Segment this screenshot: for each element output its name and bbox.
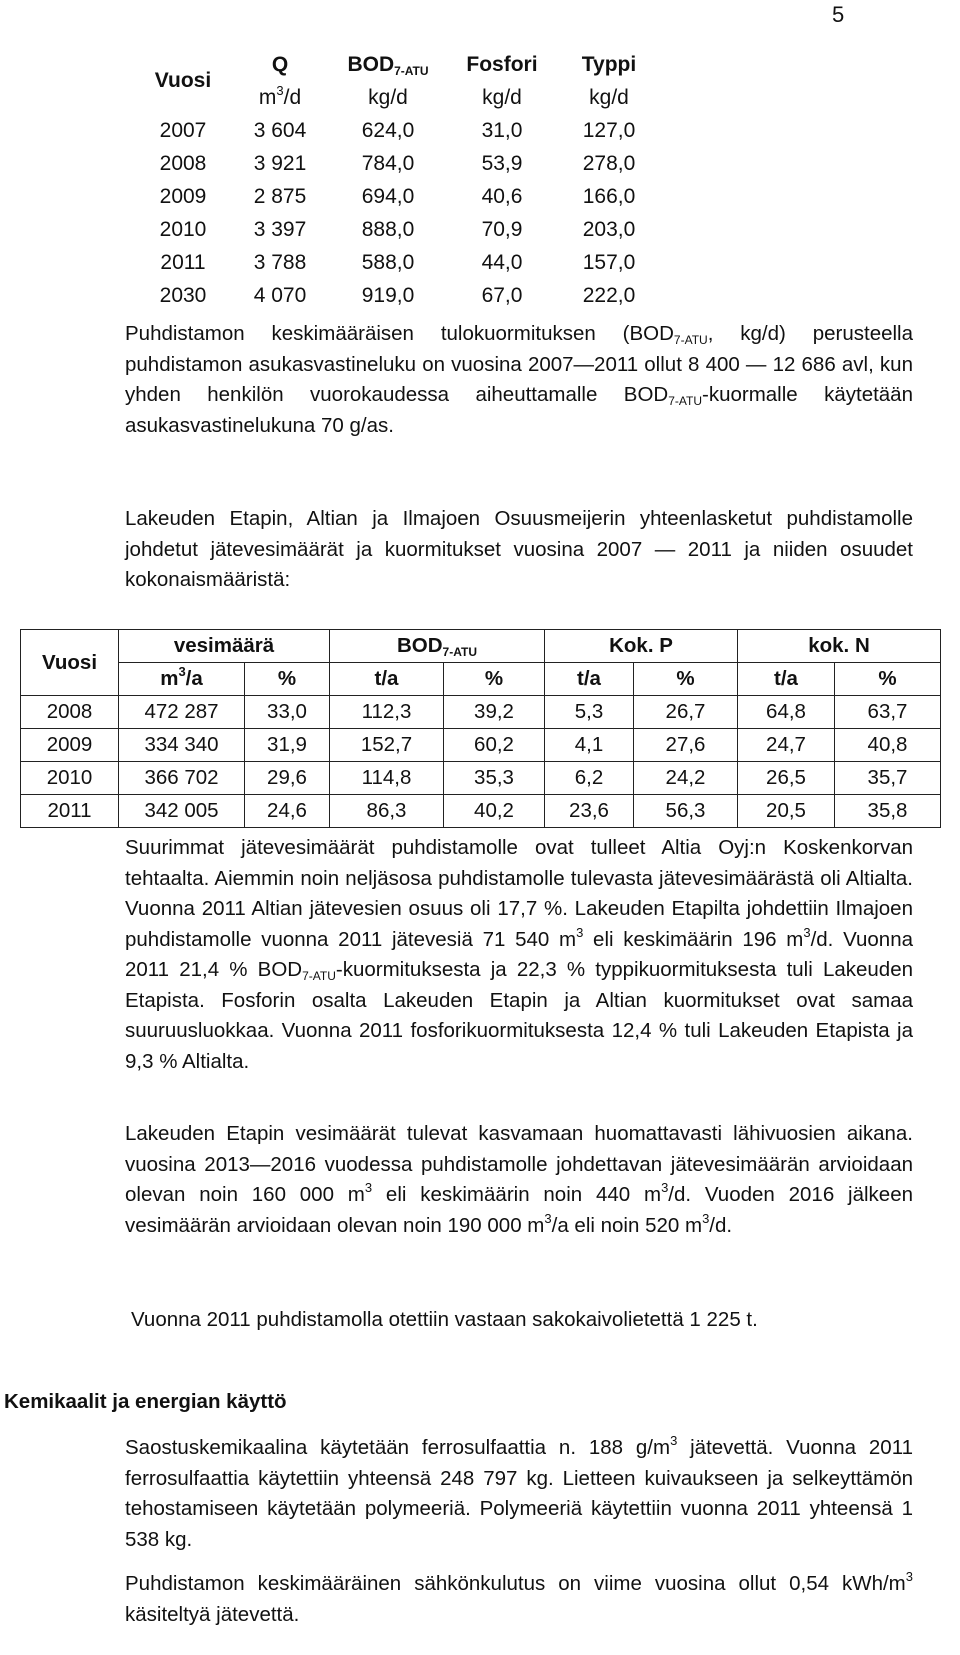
table-cell: 29,6 [245,762,330,795]
table-cell: 24,2 [634,762,738,795]
table-cell: 31,9 [245,729,330,762]
table-row [21,696,941,729]
table-cell: 40,8 [835,729,941,762]
unit2-volume-sup: 3 [178,664,186,679]
unit2-bod-pct: % [444,663,545,696]
para1-part-c: -kuormalle käytetään asukasvastinelukuna 70 g/as. [125,383,913,437]
table-cell: 40,6 [481,184,523,208]
load-table-header [133,48,663,81]
table-cell: 588,0 [361,250,415,274]
unit-q-sup: 3 [276,82,284,98]
table-cell: 63,7 [835,696,941,729]
table-cell: 70,9 [481,217,523,241]
table-cell: 166,0 [582,184,636,208]
unit-q [233,81,327,114]
para3-part-b: eli keskimäärin 196 m [583,927,804,951]
unit-bod: kg/d [368,85,408,109]
table-cell: 35,3 [444,762,545,795]
table-cell: 26,7 [634,696,738,729]
unit2-volume-base: m [160,667,179,690]
table-cell: 6,2 [545,762,634,795]
table-cell: 624,0 [361,118,415,142]
table-cell: 27,6 [634,729,738,762]
paragraph-population-equivalent [125,319,913,441]
table-cell: 114,8 [330,762,444,795]
unit-phosphorus: kg/d [482,85,522,109]
paragraph-septic-sludge: Vuonna 2011 puhdistamolla otettiin vastaan sakokaivolietettä 1 225 t. [131,1308,758,1331]
table-cell: 60,2 [444,729,545,762]
table-cell: 53,9 [481,151,523,175]
table-cell: 20,5 [738,795,835,828]
para7-sup-1: 3 [905,1569,913,1584]
table-cell: 39,2 [444,696,545,729]
para4-sup-1: 3 [364,1180,373,1195]
table-cell: 784,0 [361,151,415,175]
table-cell: 112,3 [330,696,444,729]
table-cell: 2011 [21,795,119,828]
table-cell: 4 070 [253,283,307,307]
table-row [133,246,663,279]
para6-part-a: Saostuskemikaalina käytetään ferrosulfaattia n. 188 g/m [125,1436,671,1459]
table-cell: 472 287 [119,696,245,729]
unit2-bod: t/a [330,663,444,696]
para4-sup-4: 3 [702,1210,710,1226]
header-q: Q [271,52,289,76]
table-cell: 3 788 [253,250,307,274]
header2-year: Vuosi [21,630,119,696]
para3-part-a: Suurimmat jätevesimäärät puhdistamolle ovat tulleet Altia Oyj:n Koskenkorvan tehtaalta. Aiemmin noin neljäsosa puhdistamolle tulevasta jätevesimäärästä oli Altialta. Vuonna 2011 Altian jätevesien osuus oli 17,7 %. Lakeuden Etapilta johdettiin Ilmajoen puhdistamolle vuonna 2011 jätevesiä 71 540 m [125,836,913,951]
table-cell: 64,8 [738,696,835,729]
table-cell: 2010 [159,217,207,241]
para4-part-b: eli keskimäärin noin 440 m [372,1183,662,1206]
table-cell: 888,0 [361,217,415,241]
header2-total-p: Kok. P [545,630,738,663]
table-cell: 2010 [21,762,119,795]
table-cell: 2009 [159,184,207,208]
load-table [133,48,663,312]
table-row [21,729,941,762]
table-row [21,762,941,795]
unit-q-base: m [258,85,277,109]
unit2-volume [119,663,245,696]
load-table-body [133,114,663,312]
para4-part-e: /d. [709,1213,733,1237]
para1-part-a: Puhdistamon keskimääräisen tulokuormituksen (BOD [125,322,674,345]
unit2-volume-tail: /a [185,667,203,690]
table-cell: 2008 [159,151,207,175]
share-table-body [21,696,941,828]
table-cell: 3 921 [253,151,307,175]
table-cell: 31,0 [481,118,523,142]
para3-sup-2: 3 [803,924,811,940]
header2-volume: vesimäärä [119,630,330,663]
table-cell: 222,0 [582,283,636,307]
para3-sup-1: 3 [576,924,584,940]
table-cell: 2030 [159,283,207,307]
section-heading-chemicals-energy: Kemikaalit ja energian käyttö [4,1390,287,1413]
para1-sub-2: 7-ATU [668,394,702,408]
table-row [133,213,663,246]
para3-sub-1: 7-ATU [302,969,336,983]
table-cell: 2009 [21,729,119,762]
table-cell: 3 604 [253,118,307,142]
paragraph-chemicals [125,1433,913,1555]
page-number: 5 [832,2,845,27]
para1-sub-1: 7-ATU [673,333,708,347]
para6-sup-1: 3 [670,1433,678,1448]
share-table-header [21,630,941,663]
para3-part-d: -kuormituksesta ja 22,3 % typpikuormituksesta tuli Lakeuden Etapista. Fosforin osalta Lakeuden Etapin ja Altian kuormitukset ovat samaa suuruusluokkaa. Vuonna 2011 fosforikuormituksesta 12,4 % tuli Lakeuden Etapista ja 9,3 % Altialta. [125,958,913,1073]
para4-sup-3: 3 [544,1210,552,1226]
para7-part-b: käsiteltyä jätevettä. [125,1602,300,1626]
table-cell: 4,1 [545,729,634,762]
table-cell: 40,2 [444,795,545,828]
table-cell: 5,3 [545,696,634,729]
table-cell: 24,7 [738,729,835,762]
para4-part-a: Lakeuden Etapin vesimäärät tulevat kasvamaan huomattavasti lähivuosien aikana. vuosina 2013—2016 vuodessa puhdistamolle johdettavan jätevesimäärän arvioidaan olevan noin 160 000 m [125,1122,913,1206]
table-cell: 203,0 [582,217,636,241]
header2-bod-sub: 7-ATU [442,645,477,659]
para4-part-c: /d. Vuoden 2016 jälkeen vesimäärän arvioidaan olevan noin 190 000 m [125,1183,913,1237]
paragraph-largest-sources [125,833,913,1077]
table-cell: 23,6 [545,795,634,828]
para4-sup-2: 3 [661,1180,669,1195]
header-bod-sub: 7-ATU [394,63,429,78]
table-row [133,180,663,213]
table-cell: 2011 [160,250,206,274]
paragraph-future-volumes [125,1119,913,1241]
unit2-n: t/a [738,663,835,696]
table-cell: 334 340 [119,729,245,762]
share-table [20,629,941,828]
header2-bod [330,630,545,663]
unit-q-tail: /d [283,85,302,109]
paragraph-combined-loads: Lakeuden Etapin, Altian ja Ilmajoen Osuusmeijerin yhteenlasketut puhdistamolle johdetut jätevesimäärät ja kuormitukset vuosina 2007 — 2011 ja niiden osuudet kokonaismääristä: [125,507,913,591]
table-cell: 26,5 [738,762,835,795]
table-cell: 35,8 [835,795,941,828]
header2-total-n: kok. N [738,630,941,663]
table-cell: 56,3 [634,795,738,828]
table-cell: 44,0 [481,250,523,274]
header-bod [327,48,449,81]
unit2-n-pct: % [835,663,941,696]
unit2-p: t/a [545,663,634,696]
table-cell: 2 875 [253,184,307,208]
table-cell: 35,7 [835,762,941,795]
header-phosphorus: Fosfori [466,52,538,76]
table-cell: 157,0 [582,250,636,274]
table-row [21,795,941,828]
table-cell: 86,3 [330,795,444,828]
table-cell: 3 397 [253,217,307,241]
header-bod-text: BOD [347,52,395,76]
para1-part-b: , kg/d) perusteella puhdistamon asukasvastineluku on vuosina 2007—2011 ollut 8 400 — 12 686 avl, kun yhden henkilön vuorokaudessa aiheuttamalle BOD [125,322,914,406]
table-cell: 24,6 [245,795,330,828]
para4-part-d: /a eli noin 520 m [551,1213,703,1237]
table-cell: 2007 [159,118,207,142]
table-cell: 152,7 [330,729,444,762]
table-row [133,147,663,180]
unit-nitrogen: kg/d [589,85,629,109]
unit2-p-pct: % [634,663,738,696]
table-cell: 67,0 [481,283,523,307]
table-cell: 919,0 [361,283,415,307]
paragraph-electricity [125,1569,913,1630]
para6-part-b: jätevettä. Vuonna 2011 ferrosulfaattia käytettiin yhteensä 248 797 kg. Lietteen kuivaukseen ja selkeyttämön tehostamiseen käytetään polymeeriä. Polymeeriä käytettiin vuonna 2011 yhteensä 1 538 kg. [125,1436,913,1551]
para7-part-a: Puhdistamon keskimääräinen sähkönkulutus on viime vuosina ollut 0,54 kWh/m [125,1572,906,1595]
share-table-units [21,663,941,696]
table-cell: 2008 [21,696,119,729]
table-cell: 694,0 [361,184,415,208]
table-cell: 33,0 [245,696,330,729]
unit2-volume-pct: % [245,663,330,696]
table-cell: 342 005 [119,795,245,828]
table-cell: 127,0 [582,118,636,142]
table-row [133,279,663,312]
header2-bod-text: BOD [396,634,443,657]
table-row [133,114,663,147]
header-nitrogen: Typpi [581,52,637,76]
header-year: Vuosi [154,69,212,92]
table-cell: 366 702 [119,762,245,795]
para3-part-c: /d. Vuonna 2011 21,4 % BOD [125,927,913,981]
table-cell: 278,0 [582,151,636,175]
